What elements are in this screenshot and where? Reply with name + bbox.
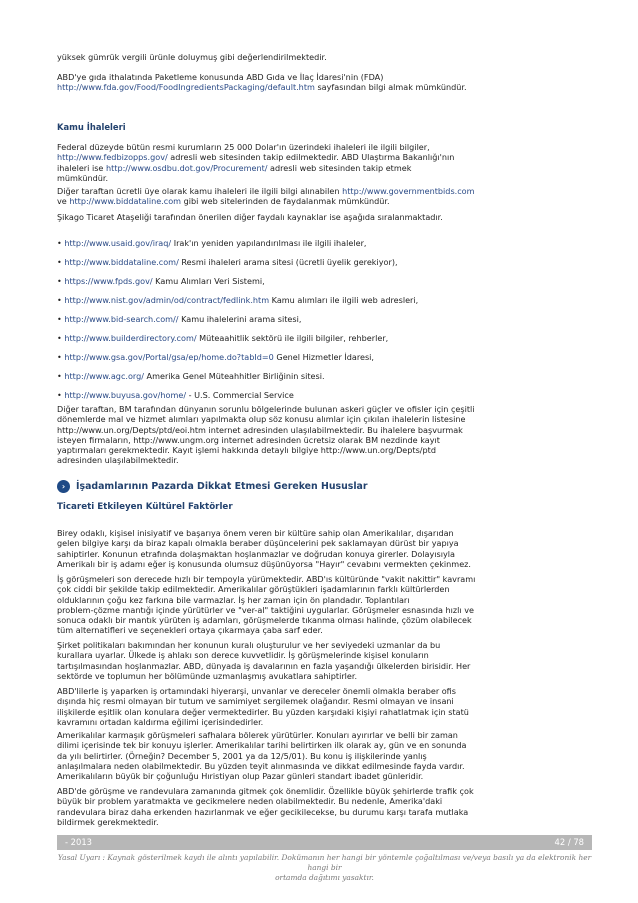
text-line: İş görüşmeleri son derecede hızlı bir tempoyla yürümektedir. ABD'ıs kültüründe "vakit nakittir" kavramı xyxy=(57,574,476,584)
list-item-link[interactable]: https://www.fpds.gov/ xyxy=(64,276,153,286)
list-item-link[interactable]: http://www.buyusa.gov/home/ xyxy=(64,390,187,400)
list-item xyxy=(57,390,294,400)
text-line: bildirmek gerekmektedir. xyxy=(57,816,159,827)
bullet-icon: • xyxy=(57,333,62,343)
text: adresli web sitesinden takip etmek xyxy=(267,162,412,173)
paragraph: Şikago Ticaret Ataşeliği tarafından önerilen diğer faydalı kaynaklar ise aşağıda sıralanmaktadır. xyxy=(57,212,443,222)
list-item xyxy=(57,314,301,324)
text-line: isteyen firmaların, http://www.ungm.org internet adresinden ücretsiz olarak BM nezdinde kayıt xyxy=(57,434,440,445)
text-line: problem-çözme mantığı içinde yürütürler ve "ver-al" taktiğini uygularlar. Görüşmeler esnasında hızlı ve xyxy=(57,604,474,615)
text-line: da yılı belirtirler. (Örneğin? December 5, 2001 ya da 12/5/01). Bu konu iş ilişkilerinde yanlış xyxy=(57,750,427,761)
governmentbids-link[interactable]: http://www.governmentbids.com xyxy=(342,186,475,196)
text-line: ilişkilerde eşitlik olan konulara değer vermektedirler. Bu yüzden karşıdaki kişiyi rahatlatmak için statü xyxy=(57,706,469,717)
list-item-link[interactable]: http://www.agc.org/ xyxy=(64,371,144,381)
bullet-icon: • xyxy=(57,314,62,324)
sub-title: Ticareti Etkileyen Kültürel Faktörler xyxy=(57,502,233,512)
paragraph xyxy=(57,186,475,207)
bullet-icon: • xyxy=(57,352,62,362)
list-item-text: Genel Hizmetler İdaresi, xyxy=(273,352,374,362)
bullet-icon: • xyxy=(57,238,62,248)
paragraph xyxy=(57,786,474,827)
text: ihaleleri ise xyxy=(57,162,106,173)
text-line: Amerikalılar karmaşık görüşmeleri safhalara bölerek yürütürler. Konuları ayırırlar ve belli bir zaman xyxy=(57,730,458,740)
list-item-text: Kamu alımları ile ilgili web adresleri, xyxy=(269,295,419,305)
text-line: Amerikalı bir iş adamı eğer iş konusunda olumsuz düşünüyorsa "Hayır" cevabını vermekten çekinmez. xyxy=(57,558,471,569)
text-line: olduklarının çoğu kez farkına bile varmazlar. İş her zaman için ön plandadır. Toplantıları xyxy=(57,594,410,605)
fedbizopps-link[interactable]: http://www.fedbizopps.gov/ xyxy=(57,152,168,163)
text-line: adresinden ulaşılabilmektedir. xyxy=(57,455,179,466)
bullet-icon: • xyxy=(57,390,62,400)
list-item xyxy=(57,333,388,343)
list-item xyxy=(57,371,325,381)
footer-bar xyxy=(57,835,592,850)
text-line: dilimi içerisinde tek bir konuyu işlerler. Amerikalılar tarihi belirtirken ilk olarak ay, gün ve en sonunda xyxy=(57,740,467,751)
text-line: sektörde ve toplumun her bölümünde uzmanlaşmış avukatlara sahiptirler. xyxy=(57,670,358,681)
text-line: randevulara biraz daha erkenden hazırlanmak ve eğer gecikilecekse, bu durumu karşı tarafa mutlaka xyxy=(57,806,469,817)
text: ve xyxy=(57,196,70,207)
section-heading-kamu: Kamu İhaleleri xyxy=(57,122,126,132)
text-line: yaptırmaları gerekmektedir. Kayıt işlemi hakkında detaylı bilgiye http://www.un.org/Depts/ptd xyxy=(57,445,436,456)
text-line: sonuca odaklı bir mantık yürüten iş adamları, görüşmelerde tıkanma olması halinde, çözüm olabilecek xyxy=(57,615,472,626)
paragraph xyxy=(57,72,467,93)
disclaimer-line: ortamda dağıtımı yasaktır. xyxy=(275,873,374,882)
text-line: anlaşılmalara neden olabilmektedir. Bu yüzden teyit alınmasında ve dikkat edilmesinde fayda vardır. xyxy=(57,760,465,771)
list-item xyxy=(57,276,265,286)
list-item xyxy=(57,238,366,248)
text: ABD'ye gıda ithalatında Paketleme konusunda ABD Gıda ve İlaç İdaresi'nin (FDA) xyxy=(57,72,384,82)
paragraph xyxy=(57,142,454,183)
text-line: http://www.un.org/Depts/ptd/eoi.htm internet adresinden ulaşılabilmektedir. Bu ihalelere başvurmak xyxy=(57,424,463,435)
text: mümkündür. xyxy=(57,172,109,183)
bullet-icon: • xyxy=(57,371,62,381)
list-item-link[interactable]: http://www.bid-search.com// xyxy=(64,314,179,324)
text-line: kurallara uyarlar. Ülkede iş ahlakı son derece kuvvetlidir. İş görüşmelerinde kişisel konuların xyxy=(57,650,429,661)
fda-link[interactable]: http://www.fda.gov/Food/FoodIngredientsPackaging/default.htm xyxy=(57,82,315,93)
section-title-text: İşadamlarının Pazarda Dikkat Etmesi Gereken Hususlar xyxy=(76,481,368,492)
text-line: büyük bir problem yaratmakta ve gecikmelere neden olabilmektedir. Bu nedenle, Amerika'daki xyxy=(57,796,443,807)
disclaimer-line: Yasal Uyarı : Kaynak gösterilmek kaydı ile alıntı yapılabilir. Dokümanın her hangi bir yöntemle çoğaltılması ve/veya basılı ya da elektronik her hangi bir xyxy=(57,853,592,872)
text-line: çok ciddi bir şekilde takip edilmektedir. Amerikalılar görüştükleri işadamlarının farklı kültürlerden xyxy=(57,584,450,595)
legal-disclaimer xyxy=(57,853,592,883)
text-line: Şirket politikaları bakımından her konunun kuralı oluşturulur ve her seviyedeki uzmanlar da bu xyxy=(57,640,441,650)
text-line: dönemlerde mal ve hizmet alımları yapılmakta olup söz konusu alımlar için çıkılan ihalelerin listesine xyxy=(57,414,466,425)
section-title xyxy=(57,480,368,493)
list-item-text: - U.S. Commercial Service xyxy=(186,390,294,400)
list-item-text: Müteaahitlik sektörü ile ilgili bilgiler, rehberler, xyxy=(196,333,389,343)
chevron-right-icon: › xyxy=(57,480,70,493)
osdbu-link[interactable]: http://www.osdbu.dot.gov/Procurement/ xyxy=(105,162,268,173)
text-line: Amerikalıların büyük bir çoğunluğu Hıristiyan olup Pazar günleri standart ibadet günleridir. xyxy=(57,771,424,782)
paragraph xyxy=(57,404,475,466)
text: gibi web sitelerinden de faydalanmak mümkündür. xyxy=(181,196,390,207)
text-line: dışında hiç resmi olmayan bir tutum ve samimiyet sergilemek olağandır. Resmi olmayan ve insani xyxy=(57,696,454,707)
text: sayfasından bilgi almak mümkündür. xyxy=(314,82,467,93)
text-line: ABD'de görüşme ve randevulara zamanında gitmek çok önemlidir. Özellikle büyük şehirlerde trafik çok xyxy=(57,786,474,796)
list-item-text: Kamu Alımları Veri Sistemi, xyxy=(152,276,265,286)
text: Diğer taraftan ücretli üye olarak kamu ihaleleri ile ilgili bilgi alınabilen xyxy=(57,186,343,196)
paragraph xyxy=(57,730,466,781)
text-line: Birey odaklı, kişisel inisiyatif ve başarıya önem veren bir kültüre sahip olan Amerikalılar, dışarıdan xyxy=(57,528,454,538)
footer-year: - 2013 xyxy=(65,837,92,847)
list-item-link[interactable]: http://www.biddataline.com/ xyxy=(64,257,179,267)
text-line: kavramını ortadan kaldırma eğilimi içerisindedirler. xyxy=(57,716,264,727)
page-number: 42 / 78 xyxy=(554,837,584,847)
text-line: tartışılmasından hoşlanmazlar. ABD, dünyada iş davalarının en fazla yaşandığı ülkelerden birisidir. Her xyxy=(57,660,471,671)
text-line: Diğer taraftan, BM tarafından dünyanın sorunlu bölgelerinde bulunan askeri güçler ve ofisler için çeşitli xyxy=(57,404,475,414)
text-line: ABD'lilerle iş yaparken iş ortamındaki hiyerarşi, unvanlar ve dereceler önemli olmakla beraber ofis xyxy=(57,686,457,696)
list-item-link[interactable]: http://www.gsa.gov/Portal/gsa/ep/home.do?tabId=0 xyxy=(64,352,274,362)
paragraph xyxy=(57,640,470,681)
paragraph xyxy=(57,574,475,636)
list-item-link[interactable]: http://www.nist.gov/admin/od/contract/fedlink.htm xyxy=(64,295,270,305)
text: Federal düzeyde bütün resmi kurumların 25 000 Dolar'ın üzerindeki ihaleleri ile ilgili bilgiler, xyxy=(57,142,430,152)
text-line: sahiptirler. Konunun etrafında dolaşmaktan hoşlanmazlar ve doğrudan konuya girerler. Dolayısıyla xyxy=(57,548,455,559)
text: adresli web sitesinden takip edilmektedir. ABD Ulaştırma Bakanlığı'nın xyxy=(167,152,455,163)
list-item-text: Amerika Genel Müteahhitler Birliğinin sitesi. xyxy=(143,371,325,381)
list-item xyxy=(57,295,418,305)
text-line: gelen bilgiye karşı da biraz kapalı olmakla beraber düşüncelerini pek saklamayan dürüst bir yapıya xyxy=(57,538,459,549)
list-item-link[interactable]: http://www.usaid.gov/iraq/ xyxy=(64,238,172,248)
bullet-icon: • xyxy=(57,257,62,267)
paragraph xyxy=(57,686,469,727)
bullet-icon: • xyxy=(57,295,62,305)
list-item-text: Resmi ihaleleri arama sitesi (ücretli üyelik gerekiyor), xyxy=(178,257,398,267)
list-item-link[interactable]: http://www.builderdirectory.com/ xyxy=(64,333,197,343)
list-item xyxy=(57,352,374,362)
text-line: tüm alternatifleri ve seçenekleri ortaya çıkarmaya çaba sarf eder. xyxy=(57,625,323,636)
bullet-icon: • xyxy=(57,276,62,286)
biddataline-link[interactable]: http://www.biddataline.com xyxy=(69,196,182,207)
paragraph xyxy=(57,528,471,569)
list-item-text: Kamu ihalelerini arama sitesi, xyxy=(178,314,302,324)
list-item xyxy=(57,257,398,267)
list-item-text: Irak'ın yeniden yapılandırılması ile ilgili ihaleler, xyxy=(171,238,367,248)
paragraph: yüksek gümrük vergili ürünle doluymuş gibi değerlendirilmektedir. xyxy=(57,52,327,62)
